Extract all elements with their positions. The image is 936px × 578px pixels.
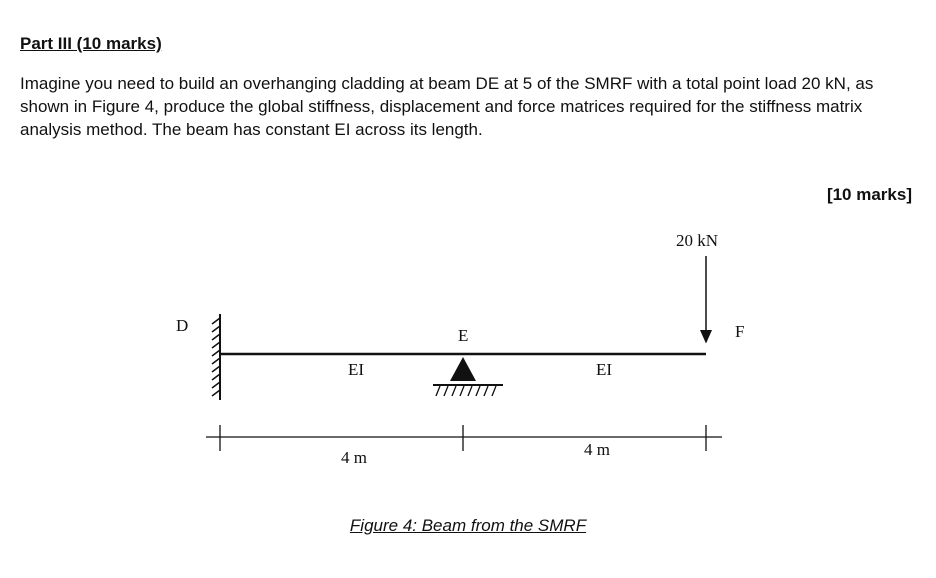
fixed-support	[212, 314, 220, 400]
part-heading: Part III (10 marks)	[20, 34, 162, 53]
ei-left-label: EI	[348, 360, 365, 379]
pin-support	[433, 357, 503, 396]
span-right-label: 4 m	[584, 440, 610, 459]
ei-right-label: EI	[596, 360, 613, 379]
question-text: Imagine you need to build an overhanging cladding at beam DE at 5 of the SMRF with a total point load 20 kN, as shown in Figure 4, produce the global stiffness, displacement and force matrices required for the stiffness matrix analysis method. The beam has constant EI across its length.	[20, 74, 874, 139]
marks-label: [10 marks]	[826, 185, 912, 204]
node-e-label: E	[458, 326, 469, 345]
dimension-line	[206, 425, 722, 451]
span-left-label: 4 m	[341, 448, 367, 467]
load-label: 20 kN	[676, 231, 719, 250]
node-f-label: F	[735, 322, 745, 341]
node-d-label: D	[176, 316, 189, 335]
figure-caption: Figure 4: Beam from the SMRF	[349, 516, 587, 535]
